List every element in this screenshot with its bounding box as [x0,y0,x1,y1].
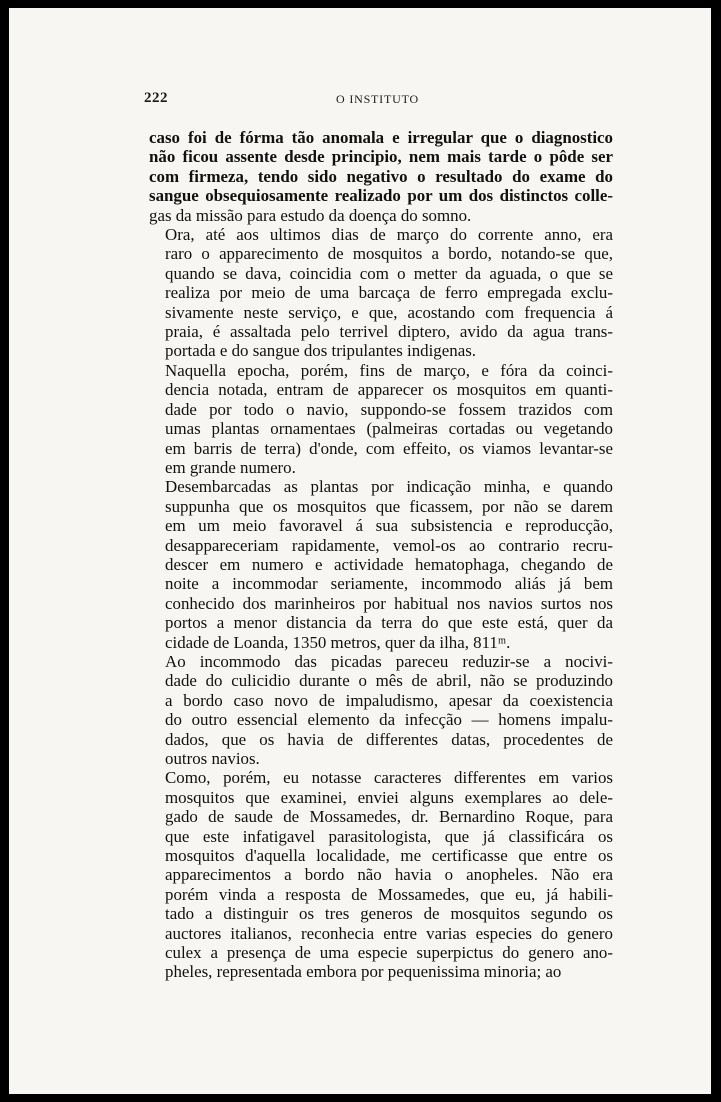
text-line: dados, que os havia de differentes datas, procedentes de [165,729,613,749]
text-line: conhecido dos marinheiros por habitual nos navios surtos nos [165,593,613,613]
text-line: portos a menor distancia da terra do que este está, quer da [165,613,613,633]
document-page [9,8,711,1094]
text-line: praia, é assaltada pelo terrivel diptero, avido da agua trans- [165,322,613,342]
text-line: sivamente neste serviço, e que, acostando com frequencia á [165,302,613,322]
text-line: cidade de Loanda, 1350 metros, quer da ilha, 811ᵐ. [165,632,511,652]
paragraph [149,477,613,652]
text-line: que este infatigavel parasitologista, que já classificára os [165,826,613,846]
text-line: dade por todo o navio, suppondo-se fossem trazidos com [165,399,613,419]
text-line: sangue obsequiosamente realizado por um dos distinctos colle- [149,186,613,206]
text-line: mosquitos que examinei, enviei alguns exemplares ao dele- [165,787,613,807]
text-line: em barris de terra) d'onde, com effeito, os viamos levantar-se [165,438,613,458]
text-line: Naquella epocha, porém, fins de março, e fóra da coinci- [165,360,613,380]
text-line: gas da missão para estudo da doença do somno. [149,205,472,225]
text-line: do outro essencial elemento da infecção — homens impalu- [165,710,613,730]
text-line: tado a distinguir os tres generos de mosquitos segundo os [165,904,613,924]
text-line: caso foi de fórma tão anomala e irregular que o diagnostico [149,128,613,147]
text-line: realiza por meio de uma barcaça de ferro empregada exclu- [165,283,613,303]
text-line: umas plantas ornamentaes (palmeiras cortadas ou vegetando [165,419,613,439]
text-line: quando se dava, coincidia com o metter da aguada, o que se [165,263,613,283]
paragraph [149,768,613,981]
text-line: apparecimentos a bordo não havia o anopheles. Não era [165,865,613,885]
paragraph [149,361,613,477]
text-line: dencia notada, entram de apparecer os mosquitos em quanti- [165,380,613,400]
text-line: suppunha que os mosquitos que ficassem, por não se darem [165,496,613,516]
paragraph [149,225,613,361]
text-line: com firmeza, tendo sido negativo o resultado do exame do [149,166,613,186]
text-line: portada e do sangue dos tripulantes indigenas. [165,341,476,361]
text-line: não ficou assente desde principio, nem mais tarde o pôde ser [149,147,613,167]
paragraph [149,128,613,225]
text-line: outros navios. [165,749,260,768]
text-line: raro o apparecimento de mosquitos a bordo, notando-se que, [165,244,613,264]
text-line: gado de saude de Mossamedes, dr. Bernardino Roque, para [165,807,613,827]
text-line: noite a incommodar seriamente, incommodo aliás já bem [165,574,613,594]
text-line: a bordo caso novo de impaludismo, apesar da coexistencia [165,690,613,710]
text-line: auctores italianos, reconhecia entre varias especies do genero [165,923,613,943]
text-line: dade do culicidio durante o mês de abril, não se produzindo [165,671,613,691]
text-line: Desembarcadas as plantas por indicação minha, e quando [165,477,613,497]
paragraph [149,652,613,768]
text-line: descer em numero e actividade hematophaga, chegando de [165,554,613,574]
text-line: pheles, representada embora por pequenissima minoria; ao [165,962,562,982]
text-line: desappareceriam rapidamente, vemol-os ao contrario recru- [165,535,613,555]
text-line: em grande numero. [165,457,296,477]
page-header [144,90,611,112]
running-title: O INSTITUTO [336,92,419,106]
text-line: Ora, até aos ultimos dias de março do corrente anno, era [165,225,613,245]
body-text [149,128,613,982]
text-line: em um meio favoravel á sua subsistencia e reproducção, [165,516,613,536]
text-line: porém vinda a resposta de Mossamedes, que eu, já habili- [165,884,613,904]
text-line: culex a presença de uma especie superpictus do genero ano- [165,943,613,963]
text-line: Como, porém, eu notasse caracteres differentes em varios [165,768,613,788]
text-line: mosquitos d'aquella localidade, me certificasse que entre os [165,846,613,866]
text-line: Ao incommodo das picadas pareceu reduzir-se a nocivi- [165,651,613,671]
page-number: 222 [144,90,168,106]
